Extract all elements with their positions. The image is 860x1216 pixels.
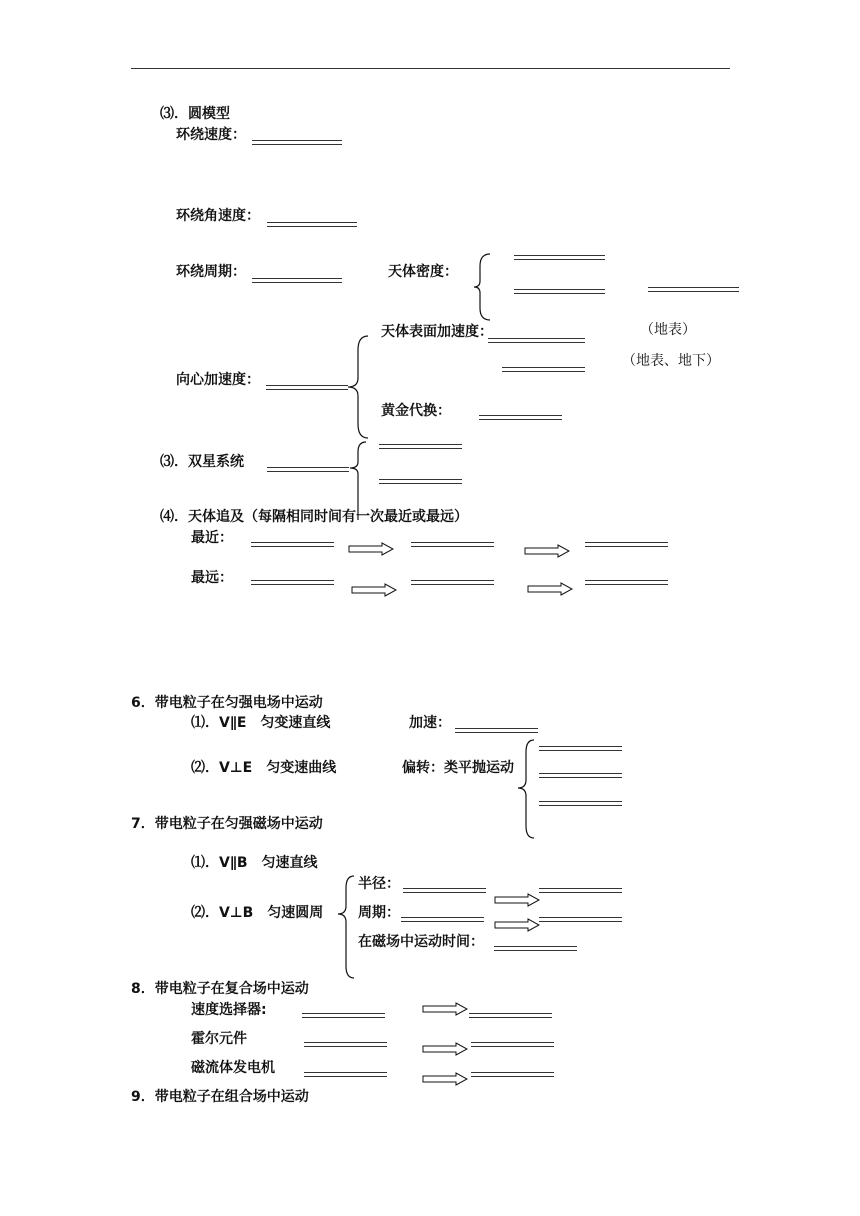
sec7-radius-result-blank[interactable] bbox=[539, 888, 622, 893]
nearest-arrow-1-icon bbox=[348, 542, 394, 556]
sec7-radius-label: 半径： bbox=[358, 876, 400, 892]
farthest-blank-3[interactable] bbox=[585, 580, 668, 585]
sec8-velocity-selector: 速度选择器: bbox=[191, 1002, 267, 1018]
sec8-title: 8．带电粒子在复合场中运动 bbox=[131, 981, 309, 997]
sec7-brace bbox=[336, 874, 356, 980]
sec8-mhd-blank[interactable] bbox=[304, 1072, 387, 1077]
note-surface-under: （地表、地下） bbox=[622, 354, 720, 369]
orbit-speed-label: 环绕速度： bbox=[176, 127, 246, 143]
orbit-angular-speed-blank[interactable] bbox=[267, 222, 357, 227]
sec7-item1: ⑴．V∥B 匀速直线 bbox=[191, 855, 318, 871]
sec7-period-label: 周期： bbox=[358, 905, 400, 921]
sec7-period-arrow-icon bbox=[494, 918, 540, 932]
surface-under-blank[interactable] bbox=[502, 367, 585, 372]
sec7-period-result-blank[interactable] bbox=[539, 917, 622, 922]
orbit-period-blank[interactable] bbox=[252, 278, 342, 283]
centripetal-blank[interactable] bbox=[266, 385, 348, 390]
circle-model-heading: ⑶．圆模型 bbox=[160, 106, 230, 122]
farthest-blank-1[interactable] bbox=[251, 580, 334, 585]
sec6-deflect-label: 偏转：类平抛运动 bbox=[402, 760, 514, 776]
sec6-brace bbox=[516, 738, 536, 840]
density-blank-1[interactable] bbox=[514, 255, 605, 260]
sec8-velocity-result-blank[interactable] bbox=[469, 1013, 552, 1018]
sec6-deflect-blank-3[interactable] bbox=[539, 801, 622, 806]
sec7-time-label: 在磁场中运动时间： bbox=[358, 934, 484, 950]
binary-blank-right[interactable] bbox=[379, 479, 462, 484]
golden-sub-blank[interactable] bbox=[479, 415, 562, 420]
nearest-arrow-2-icon bbox=[524, 544, 570, 558]
centripetal-label: 向心加速度： bbox=[176, 372, 260, 388]
binary-brace bbox=[348, 440, 368, 520]
sec8-mhd-result-blank[interactable] bbox=[471, 1072, 554, 1077]
centripetal-brace bbox=[346, 334, 370, 440]
orbit-period-label: 环绕周期： bbox=[176, 264, 246, 280]
binary-blank-top[interactable] bbox=[379, 444, 462, 449]
header-rule bbox=[131, 68, 730, 69]
sec8-velocity-arrow-icon bbox=[422, 1002, 468, 1016]
nearest-label: 最近： bbox=[191, 530, 233, 546]
nearest-blank-1[interactable] bbox=[251, 542, 334, 547]
golden-sub-label: 黄金代换： bbox=[381, 403, 451, 419]
sec7-radius-arrow-icon bbox=[494, 893, 540, 907]
sec6-accel-blank[interactable] bbox=[455, 728, 538, 733]
sec7-period-blank[interactable] bbox=[401, 917, 484, 922]
sec6-accel-label: 加速： bbox=[409, 715, 451, 731]
density-blank-2[interactable] bbox=[514, 289, 605, 294]
sec8-hall: 霍尔元件 bbox=[191, 1031, 247, 1047]
surface-accel-label: 天体表面加速度： bbox=[381, 324, 493, 340]
sec9-title: 9．带电粒子在组合场中运动 bbox=[131, 1089, 309, 1105]
sec6-deflect-blank-1[interactable] bbox=[539, 746, 622, 751]
sec7-title: 7．带电粒子在匀强磁场中运动 bbox=[131, 816, 323, 832]
note-surface: （地表） bbox=[640, 323, 696, 338]
sec7-item2: ⑵．V⊥B 匀速圆周 bbox=[191, 905, 324, 921]
farthest-arrow-1-icon bbox=[351, 583, 397, 597]
sec8-hall-result-blank[interactable] bbox=[471, 1042, 554, 1047]
density-blank-3[interactable] bbox=[648, 287, 739, 292]
farthest-arrow-2-icon bbox=[527, 582, 573, 596]
orbit-angular-speed-label: 环绕角速度： bbox=[176, 208, 260, 224]
nearest-blank-3[interactable] bbox=[585, 542, 668, 547]
sec6-item1: ⑴．V∥E 匀变速直线 bbox=[191, 715, 331, 731]
density-brace bbox=[472, 252, 492, 322]
sec8-mhd: 磁流体发电机 bbox=[191, 1060, 275, 1076]
sec6-title: 6．带电粒子在匀强电场中运动 bbox=[131, 695, 323, 711]
farthest-label: 最远： bbox=[191, 570, 233, 586]
farthest-blank-2[interactable] bbox=[411, 580, 494, 585]
binary-heading: ⑶．双星系统 bbox=[160, 454, 244, 470]
surface-accel-blank[interactable] bbox=[488, 338, 585, 343]
sec8-mhd-arrow-icon bbox=[422, 1072, 468, 1086]
sec8-hall-arrow-icon bbox=[422, 1042, 468, 1056]
sec7-radius-blank[interactable] bbox=[403, 888, 486, 893]
nearest-blank-2[interactable] bbox=[411, 542, 494, 547]
sec6-deflect-blank-2[interactable] bbox=[539, 773, 622, 778]
binary-blank-left[interactable] bbox=[267, 467, 349, 472]
density-label: 天体密度： bbox=[388, 264, 458, 280]
orbit-speed-blank[interactable] bbox=[252, 140, 342, 145]
sec8-hall-blank[interactable] bbox=[304, 1042, 387, 1047]
sec7-time-blank[interactable] bbox=[494, 946, 577, 951]
sec6-item2: ⑵．V⊥E 匀变速曲线 bbox=[191, 760, 337, 776]
chase-heading: ⑷．天体追及（每隔相同时间有一次最近或最远） bbox=[160, 509, 468, 525]
sec8-velocity-blank[interactable] bbox=[302, 1013, 385, 1018]
